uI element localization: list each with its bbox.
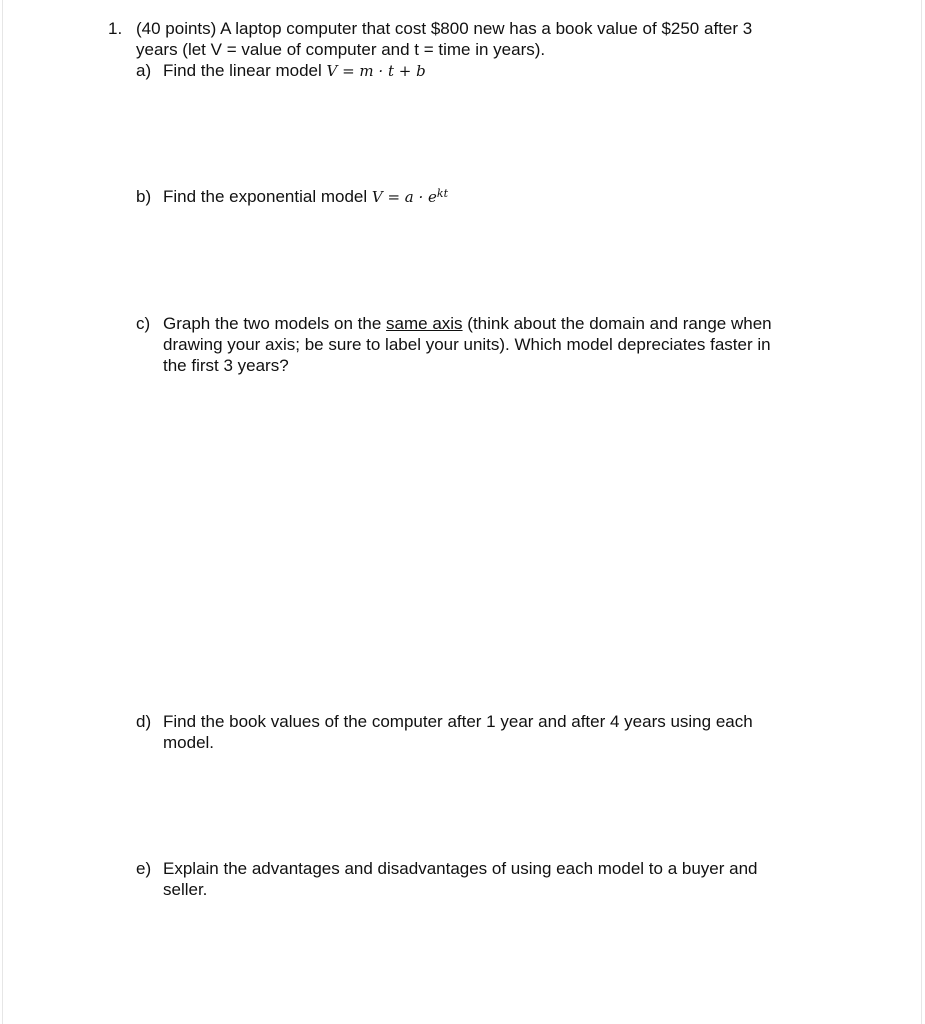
- part-d-line-1: Find the book values of the computer after 1 year and after 4 years using each: [163, 712, 753, 731]
- question-intro-line-1: (40 points) A laptop computer that cost $800 new has a book value of $250 after 3: [136, 19, 753, 38]
- page-right-edge: [921, 0, 922, 1024]
- page-left-edge: [2, 0, 3, 1024]
- part-c-line-1-start: Graph the two models on the: [163, 314, 387, 333]
- part-b-prompt: Find the exponential model: [163, 187, 372, 206]
- part-a-label: a): [136, 61, 152, 80]
- part-c-line-2: drawing your axis; be sure to label your units). Which model depreciates faster in: [163, 335, 771, 354]
- same-axis-underlined: same axis: [386, 314, 463, 333]
- part-b-label: b): [136, 187, 152, 206]
- question-intro-line-2: years (let V = value of computer and t = time in years).: [136, 40, 546, 59]
- exponential-model-base: V = a · e: [371, 188, 437, 206]
- part-a-text: [163, 60, 426, 82]
- part-d-line-2: model.: [163, 733, 215, 752]
- part-b-text: [163, 186, 448, 208]
- part-e-label: e): [136, 859, 152, 878]
- linear-model-formula: V = m · t + b: [326, 62, 426, 80]
- part-e-line-2: seller.: [163, 880, 208, 899]
- part-c-label: c): [136, 314, 151, 333]
- part-e-line-1: Explain the advantages and disadvantages of using each model to a buyer and: [163, 859, 758, 878]
- part-d-label: d): [136, 712, 152, 731]
- part-c-line-1: [163, 313, 772, 334]
- exponential-model-exponent: kt: [436, 187, 449, 200]
- exponential-model-formula: [372, 188, 448, 206]
- question-number: 1.: [108, 19, 123, 38]
- part-c-line-1-end: (think about the domain and range when: [462, 314, 772, 333]
- part-a-prompt: Find the linear model: [163, 61, 327, 80]
- part-c-line-3: the first 3 years?: [163, 356, 289, 375]
